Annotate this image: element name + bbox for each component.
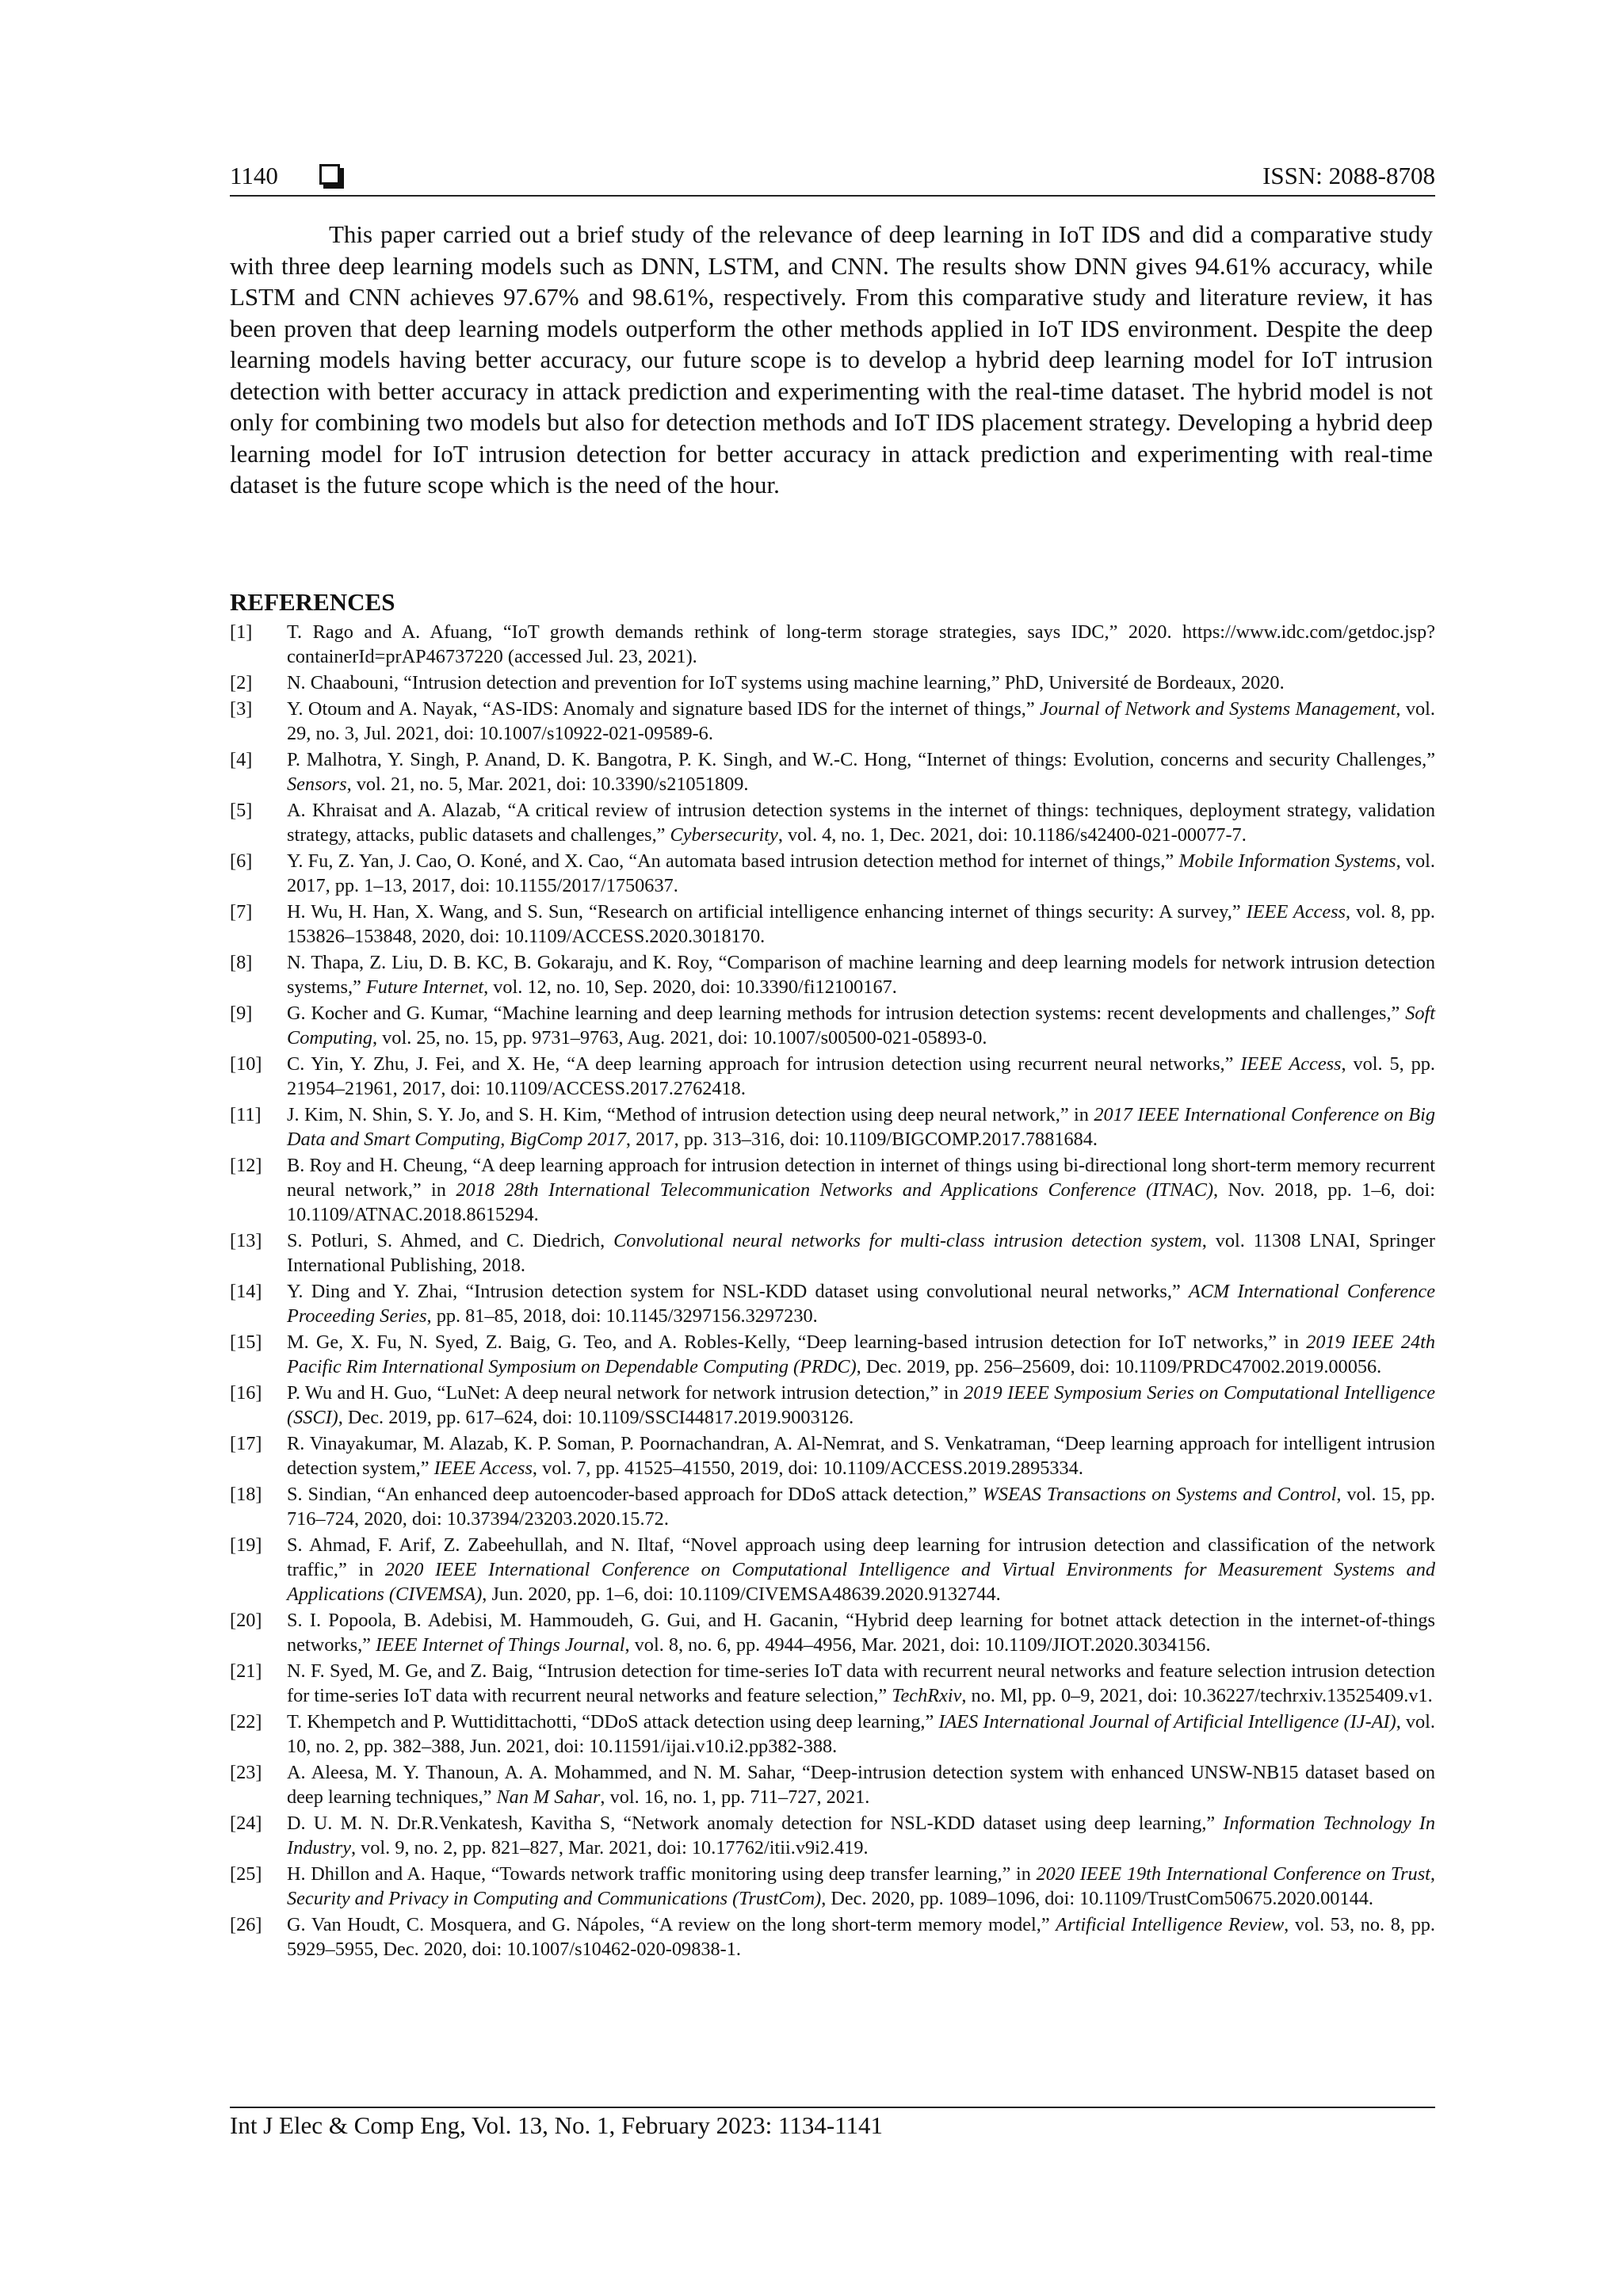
reference-text: S. I. Popoola, B. Adebisi, M. Hammoudeh, G. Gui, and H. Gacanin, “Hybrid deep learning for botnet attack detection in the internet-of-things networks,” IEEE Internet of Things Journal, vol. 8, no. 6, pp. 4944–4956, Mar. 2021, doi: 10.1109/JIOT.2020.3034156. — [287, 1610, 1435, 1656]
reference-item — [230, 849, 1435, 898]
page-number: 1140 — [230, 162, 278, 189]
reference-text: S. Ahmad, F. Arif, Z. Zabeehullah, and N. Iltaf, “Novel approach using deep learning for intrusion detection and classification of the network traffic,” in 2020 IEEE International Conference on Computational Intelligence and Virtual Environments for Measurement Systems and Applications (CIVEMSA), Jun. 2020, pp. 1–6, doi: 10.1109/CIVEMSA48639.2020.9132744. — [287, 1534, 1436, 1605]
reference-item — [230, 1710, 1435, 1759]
reference-item — [230, 1001, 1435, 1050]
reference-number: [14] — [230, 1281, 262, 1302]
reference-text: D. U. M. N. Dr.R.Venkatesh, Kavitha S, “Network anomaly detection for NSL-KDD dataset using deep learning,” Information Technology In Industry, vol. 9, no. 2, pp. 821–827, Mar. 2021, doi: 10.17762/itii.v9i2.419. — [287, 1813, 1435, 1859]
reference-item — [230, 1381, 1435, 1430]
reference-text: G. Kocher and G. Kumar, “Machine learning and deep learning methods for intrusion detection systems: recent developments and challenges,” Soft Computing, vol. 25, no. 15, pp. 9731–9763, Aug. 2021, doi: 10.1007/s00500-021-05893-0. — [287, 1003, 1435, 1049]
reference-number: [9] — [230, 1003, 253, 1024]
running-header — [230, 155, 1435, 190]
reference-number: [21] — [230, 1660, 262, 1682]
reference-text: Y. Ding and Y. Zhai, “Intrusion detection system for NSL-KDD dataset using convolutional neural networks,” ACM International Conference Proceeding Series, pp. 81–85, 2018, doi: 10.1145/3297156.3297230. — [287, 1281, 1436, 1327]
reference-text: N. Thapa, Z. Liu, D. B. KC, B. Gokaraju, and K. Roy, “Comparison of machine learning and deep learning models for network intrusion detection systems,” Future Internet, vol. 12, no. 10, Sep. 2020, doi: 10.3390/fi12100167. — [287, 952, 1435, 998]
reference-text: M. Ge, X. Fu, N. Syed, Z. Baig, G. Teo, and A. Robles-Kelly, “Deep learning-based intrusion detection for IoT networks,” in 2019 IEEE 24th Pacific Rim International Symposium on Dependable Computing (PRDC), Dec. 2019, pp. 256–25609, doi: 10.1109/PRDC47002.2019.00056. — [287, 1331, 1435, 1377]
reference-item — [230, 1912, 1435, 1962]
references-heading: REFERENCES — [230, 588, 395, 616]
reference-text: Y. Fu, Z. Yan, J. Cao, O. Koné, and X. Cao, “An automata based intrusion detection method for internet of things,” Mobile Information Systems, vol. 2017, pp. 1–13, 2017, doi: 10.1155/2017/1750637. — [287, 850, 1435, 896]
reference-item — [230, 620, 1435, 669]
reference-number: [6] — [230, 850, 253, 872]
reference-text: R. Vinayakumar, M. Alazab, K. P. Soman, P. Poornachandran, A. Al-Nemrat, and S. Venkatraman, “Deep learning approach for intelligent intrusion detection system,” IEEE Access, vol. 7, pp. 41525–41550, 2019, doi: 10.1109/ACCESS.2019.2895334. — [287, 1433, 1435, 1479]
reference-number: [25] — [230, 1863, 262, 1885]
reference-item — [230, 1659, 1435, 1708]
reference-text: J. Kim, N. Shin, S. Y. Jo, and S. H. Kim, “Method of intrusion detection using deep neural network,” in 2017 IEEE International Conference on Big Data and Smart Computing, BigComp 2017, 2017, pp. 313–316, doi: 10.1109/BIGCOMP.2017.7881684. — [287, 1104, 1435, 1150]
reference-text: A. Aleesa, M. Y. Thanoun, A. A. Mohammed, and N. M. Sahar, “Deep-intrusion detection system with enhanced UNSW-NB15 dataset based on deep learning techniques,” Nan M Sahar, vol. 16, no. 1, pp. 711–727, 2021. — [287, 1762, 1435, 1808]
reference-item — [230, 1431, 1435, 1480]
reference-number: [7] — [230, 901, 253, 923]
conclusion-paragraph: This paper carried out a brief study of the relevance of deep learning in IoT IDS and did a comparative study with three deep learning models such as DNN, LSTM, and CNN. The results show DNN gives 94.61% accuracy, while LSTM and CNN achieves 97.67% and 98.61%, respectively. From this comparative study and literature review, it has been proven that deep learning models outperform the other methods applied in IoT IDS environment. Despite the deep learning models having better accuracy, our future scope is to develop a hybrid deep learning model for IoT intrusion detection with better accuracy in attack prediction and experimenting with the real-time dataset. The hybrid model is not only for combining two models but also for detection methods and IoT IDS placement strategy. Developing a hybrid deep learning model for IoT intrusion detection for better accuracy in attack prediction and experimenting with real-time dataset is the future scope which is the need of the hour. — [230, 220, 1433, 499]
reference-text: N. Chaabouni, “Intrusion detection and prevention for IoT systems using machine learning,” PhD, Université de Bordeaux, 2020. — [287, 672, 1285, 693]
reference-item — [230, 1279, 1435, 1328]
reference-item — [230, 1482, 1435, 1531]
reference-item — [230, 1052, 1435, 1101]
reference-text: T. Khempetch and P. Wuttidittachotti, “DDoS attack detection using deep learning,” IAES International Journal of Artificial Intelligence (IJ-AI), vol. 10, no. 2, pp. 382–388, Jun. 2021, doi: 10.11591/ijai.v10.i2.pp382-388. — [287, 1711, 1435, 1757]
header-left — [230, 162, 340, 190]
reference-item — [230, 1760, 1435, 1809]
reference-item — [230, 1862, 1435, 1911]
reference-number: [15] — [230, 1331, 262, 1353]
reference-item — [230, 747, 1435, 797]
reference-number: [12] — [230, 1155, 262, 1176]
reference-text: S. Sindian, “An enhanced deep autoencoder-based approach for DDoS attack detection,” WSEAS Transactions on Systems and Control, vol. 15, pp. 716–724, 2020, doi: 10.37394/23203.2020.15.72. — [287, 1484, 1436, 1530]
reference-item — [230, 798, 1435, 847]
reference-number: [8] — [230, 952, 253, 973]
reference-item — [230, 950, 1435, 999]
reference-item — [230, 1533, 1435, 1606]
reference-text: A. Khraisat and A. Alazab, “A critical review of intrusion detection systems in the internet of things: techniques, deployment strategy, validation strategy, attacks, public datasets and challenges,” Cybersecurity, vol. 4, no. 1, Dec. 2021, doi: 10.1186/s42400-021-00077-7. — [287, 800, 1435, 846]
reference-text: H. Dhillon and A. Haque, “Towards network traffic monitoring using deep transfer learning,” in 2020 IEEE 19th International Conference on Trust, Security and Privacy in Computing and Communications (TrustCom), Dec. 2020, pp. 1089–1096, doi: 10.1109/TrustCom50675.2020.00144. — [287, 1863, 1435, 1909]
reference-item — [230, 1330, 1435, 1379]
reference-text: H. Wu, H. Han, X. Wang, and S. Sun, “Research on artificial intelligence enhancing internet of things security: A survey,” IEEE Access, vol. 8, pp. 153826–153848, 2020, doi: 10.1109/ACCESS.2020.3018170. — [287, 901, 1435, 947]
header-rule — [230, 195, 1435, 197]
issn-label: ISSN: 2088-8708 — [1262, 162, 1435, 189]
reference-number: [20] — [230, 1610, 262, 1631]
reference-text: C. Yin, Y. Zhu, J. Fei, and X. He, “A deep learning approach for intrusion detection using recurrent neural networks,” IEEE Access, vol. 5, pp. 21954–21961, 2017, doi: 10.1109/ACCESS.2017.2762418. — [287, 1053, 1436, 1099]
reference-item — [230, 1228, 1435, 1278]
reference-number: [4] — [230, 749, 253, 770]
reference-number: [5] — [230, 800, 253, 821]
reference-number: [2] — [230, 672, 253, 693]
reference-number: [1] — [230, 621, 253, 643]
reference-list — [230, 620, 1435, 1963]
reference-item — [230, 1608, 1435, 1657]
reference-text: Y. Otoum and A. Nayak, “AS-IDS: Anomaly and signature based IDS for the internet of things,” Journal of Network and Systems Management, vol. 29, no. 3, Jul. 2021, doi: 10.1007/s10922-021-09589-6. — [287, 698, 1435, 744]
reference-number: [19] — [230, 1534, 262, 1556]
reference-text: T. Rago and A. Afuang, “IoT growth demands rethink of long-term storage strategies, says IDC,” 2020. https://www.idc.com/getdoc.jsp?containerId=prAP46737220 (accessed Jul. 23, 2021). — [287, 621, 1435, 667]
reference-text: S. Potluri, S. Ahmed, and C. Diedrich, Convolutional neural networks for multi-class intrusion detection system, vol. 11308 LNAI, Springer International Publishing, 2018. — [287, 1230, 1435, 1276]
reference-number: [16] — [230, 1382, 262, 1404]
reference-item — [230, 1102, 1435, 1152]
reference-number: [18] — [230, 1484, 262, 1505]
reference-number: [17] — [230, 1433, 262, 1454]
reference-text: P. Wu and H. Guo, “LuNet: A deep neural network for network intrusion detection,” in 2019 IEEE Symposium Series on Computational Intelligence (SSCI), Dec. 2019, pp. 617–624, doi: 10.1109/SSCI44817.2019.9003126. — [287, 1382, 1435, 1428]
square-bullet-icon — [319, 164, 340, 185]
footer-rule — [230, 2107, 1435, 2108]
reference-number: [23] — [230, 1762, 262, 1783]
journal-footer: Int J Elec & Comp Eng, Vol. 13, No. 1, February 2023: 1134-1141 — [230, 2111, 884, 2139]
reference-text: P. Malhotra, Y. Singh, P. Anand, D. K. Bangotra, P. K. Singh, and W.-C. Hong, “Internet of things: Evolution, concerns and security Challenges,” Sensors, vol. 21, no. 5, Mar. 2021, doi: 10.3390/s21051809. — [287, 749, 1435, 795]
reference-text: B. Roy and H. Cheung, “A deep learning approach for intrusion detection in internet of things using bi-directional long short-term memory recurrent neural network,” in 2018 28th International Telecommunication Networks and Applications Conference (ITNAC), Nov. 2018, pp. 1–6, doi: 10.1109/ATNAC.2018.8615294. — [287, 1155, 1435, 1225]
reference-item — [230, 900, 1435, 949]
reference-number: [22] — [230, 1711, 262, 1733]
reference-number: [26] — [230, 1914, 262, 1935]
reference-item — [230, 670, 1435, 695]
reference-text: N. F. Syed, M. Ge, and Z. Baig, “Intrusion detection for time-series IoT data with recurrent neural networks and feature selection intrusion detection for time-series IoT data with recurrent neural networks and feature selection,” TechRxiv, no. Ml, pp. 0–9, 2021, doi: 10.36227/techrxiv.13525409.v1. — [287, 1660, 1435, 1706]
reference-item — [230, 1153, 1435, 1227]
reference-number: [11] — [230, 1104, 262, 1125]
reference-item — [230, 1811, 1435, 1860]
reference-number: [13] — [230, 1230, 262, 1251]
reference-item — [230, 697, 1435, 746]
reference-number: [10] — [230, 1053, 262, 1075]
reference-number: [24] — [230, 1813, 262, 1834]
reference-number: [3] — [230, 698, 253, 720]
reference-text: G. Van Houdt, C. Mosquera, and G. Nápoles, “A review on the long short-term memory model,” Artificial Intelligence Review, vol. 53, no. 8, pp. 5929–5955, Dec. 2020, doi: 10.1007/s10462-020-09838-1. — [287, 1914, 1435, 1960]
